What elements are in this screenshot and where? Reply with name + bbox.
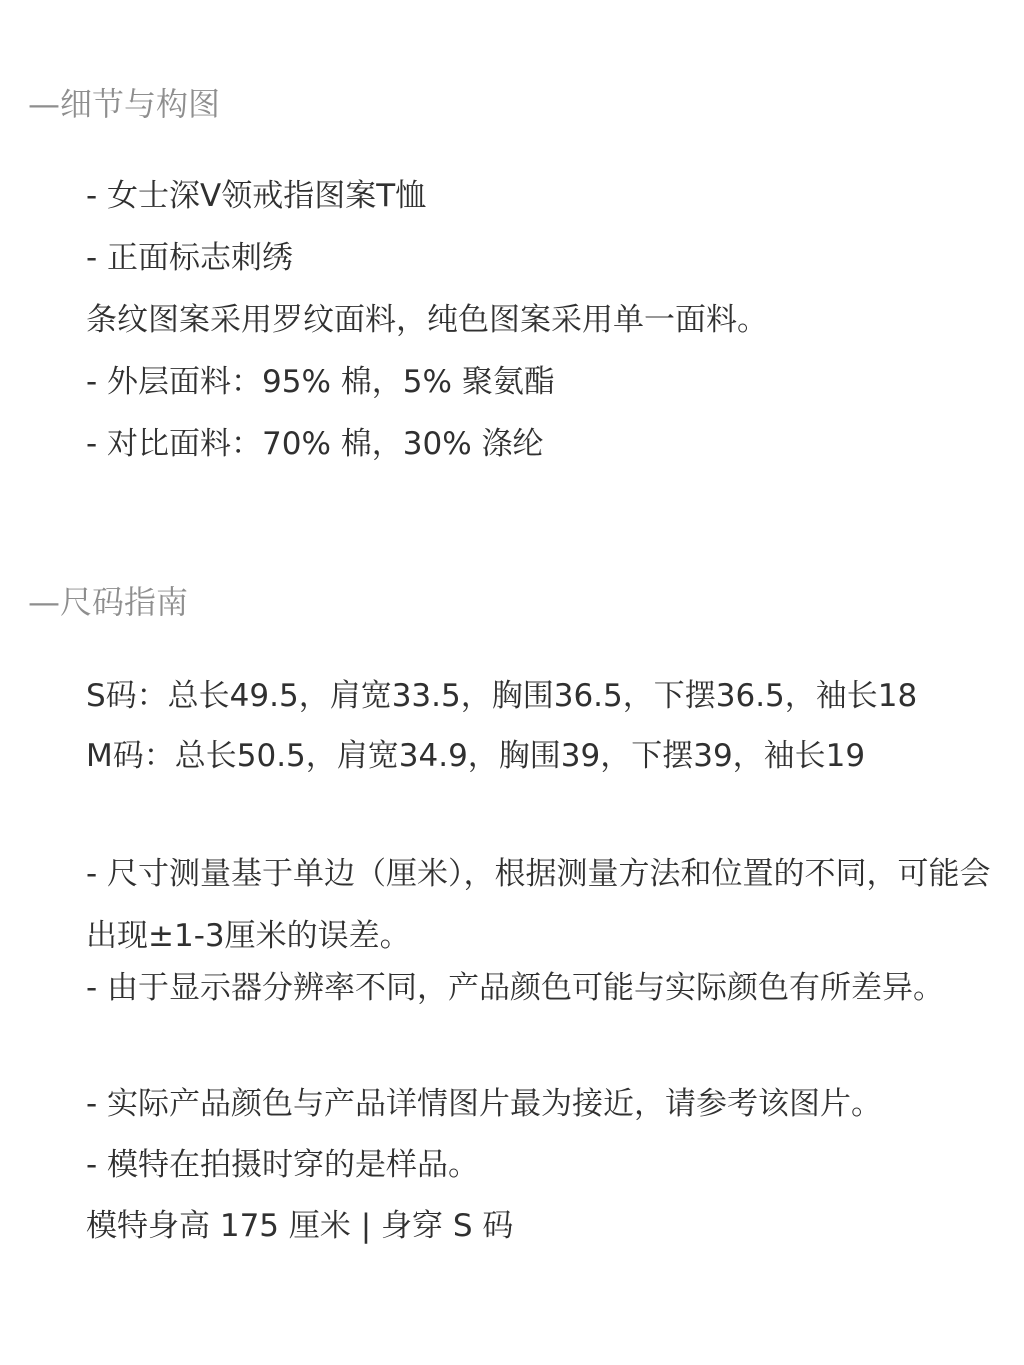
note-display-color: - 由于显示器分辨率不同，产品颜色可能与实际颜色有所差异。	[86, 970, 945, 1006]
detail-line-contrast-fabric: - 对比面料：70% 棉，30% 涤纶	[86, 426, 544, 462]
detail-line-outer-fabric: - 外层面料：95% 棉，5% 聚氨酯	[86, 364, 555, 400]
size-line-s: S码：总长49.5，肩宽33.5，胸围36.5，下摆36.5，袖长18	[86, 678, 918, 714]
note-model-sample: - 模特在拍摄时穿的是样品。	[86, 1147, 480, 1183]
note-model-height-size: 模特身高 175 厘米 | 身穿 S 码	[86, 1208, 514, 1244]
detail-line-embroidery: - 正面标志刺绣	[86, 240, 294, 276]
detail-line-fabric-note: 条纹图案采用罗纹面料，纯色图案采用单一面料。	[86, 302, 768, 338]
note-measurement-tolerance: - 尺寸测量基于单边（厘米），根据测量方法和位置的不同，可能会出现±1-3厘米的误差。	[86, 856, 991, 954]
note-product-detail-color: - 实际产品颜色与产品详情图片最为接近，请参考该图片。	[86, 1086, 883, 1122]
detail-line-product-name: - 女士深V领戒指图案T恤	[86, 178, 427, 214]
size-guide-section-heading: —尺码指南	[28, 583, 189, 621]
details-section-heading: —细节与构图	[28, 85, 221, 123]
size-line-m: M码：总长50.5，肩宽34.9，胸围39，下摆39，袖长19	[86, 738, 866, 774]
